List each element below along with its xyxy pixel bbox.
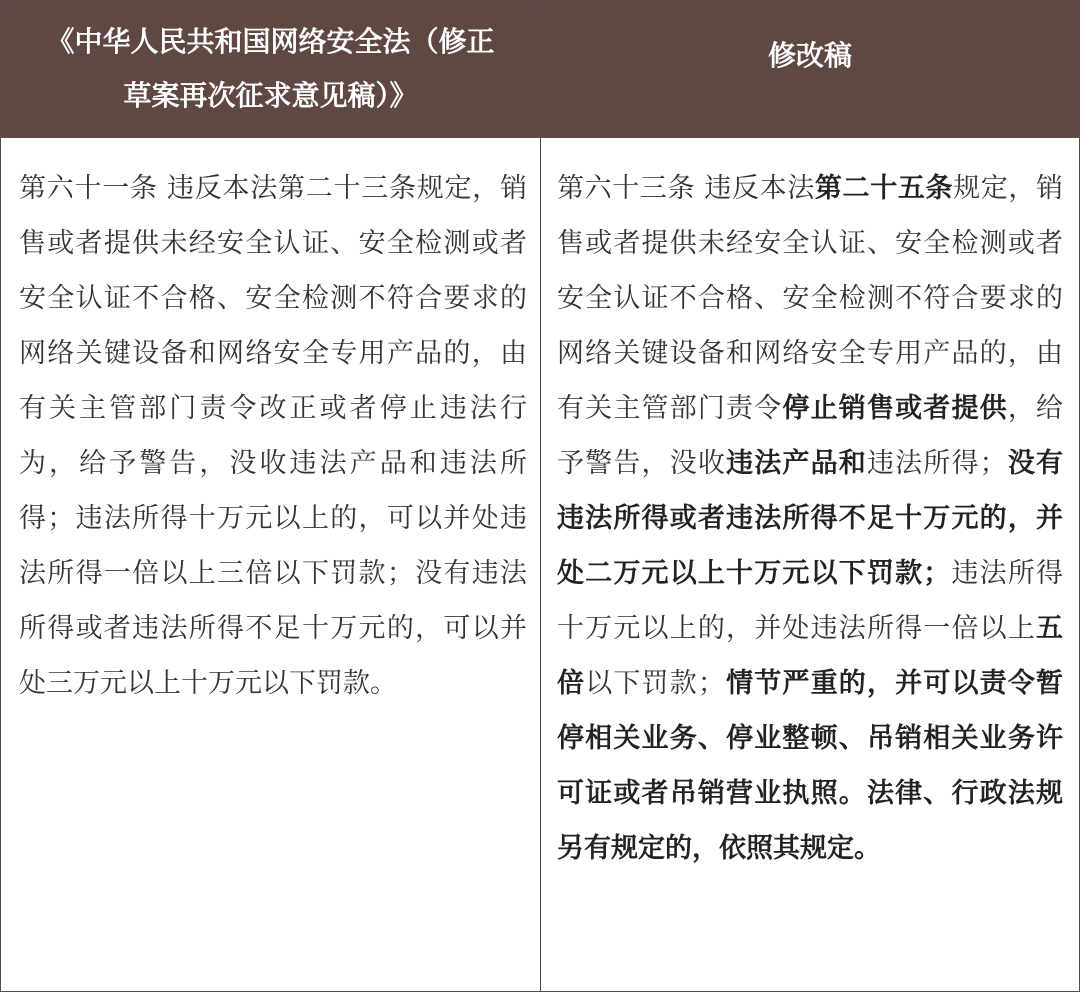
header-cell-original [1, 1, 540, 137]
revised-segment: ，给予警告，没收 [557, 393, 1064, 479]
revised-segment: 第六十三条 违反本法 [557, 173, 815, 204]
column-divider [540, 1, 541, 991]
revised-bold-segment: 没有违法所得或者违法所得不足十万元的，并处二万元以上十万元以下罚款； [557, 448, 1064, 589]
revised-bold-segment: 情节严重的，并可以责令暂停相关业务、停业整顿、吊销相关业务许可证或者吊销营业执照。法律、行政法规另有规定的，依照其规定。 [557, 668, 1064, 864]
revised-bold-segment: 违法产品和 [726, 448, 867, 479]
revised-segment: 规定，销售或者提供未经安全认证、安全检测或者安全认证不合格、安全检测不符合要求的网络关键设备和网络安全专用产品的，由有关主管部门责令 [557, 173, 1063, 424]
revised-bold-segment: 停止销售或者提供 [782, 393, 1008, 424]
revised-bold-segment: 五倍 [557, 613, 1063, 699]
revised-segment: 违法所得； [866, 448, 1007, 479]
revised-bold-segment: 第二十五条 [814, 173, 954, 204]
header-original-title: 《中华人民共和国网络安全法（修正草案再次征求意见稿）》 [46, 25, 495, 112]
header-revised-title: 修改稿 [767, 39, 852, 72]
header-cell-revised [541, 1, 1079, 137]
revised-article-text [557, 161, 1063, 876]
original-article-text: 第六十一条 违反本法第二十三条规定，销售或者提供未经安全认证、安全检测或者安全认证不合格、安全检测不符合要求的网络关键设备和网络安全专用产品的，由有关主管部门责令改正或者停止违法行为，给予警告，没收违法产品和违法所得；违法所得十万元以上的，可以并处违法所得一倍以上三倍以下罚款；没有违法所得或者违法所得不足十万元的，可以并处三万元以上十万元以下罚款。 [19, 173, 527, 699]
revised-segment: 违法所得十万元以上的，并处违法所得一倍以上 [557, 558, 1064, 644]
revised-segment: 以下罚款； [585, 668, 725, 699]
